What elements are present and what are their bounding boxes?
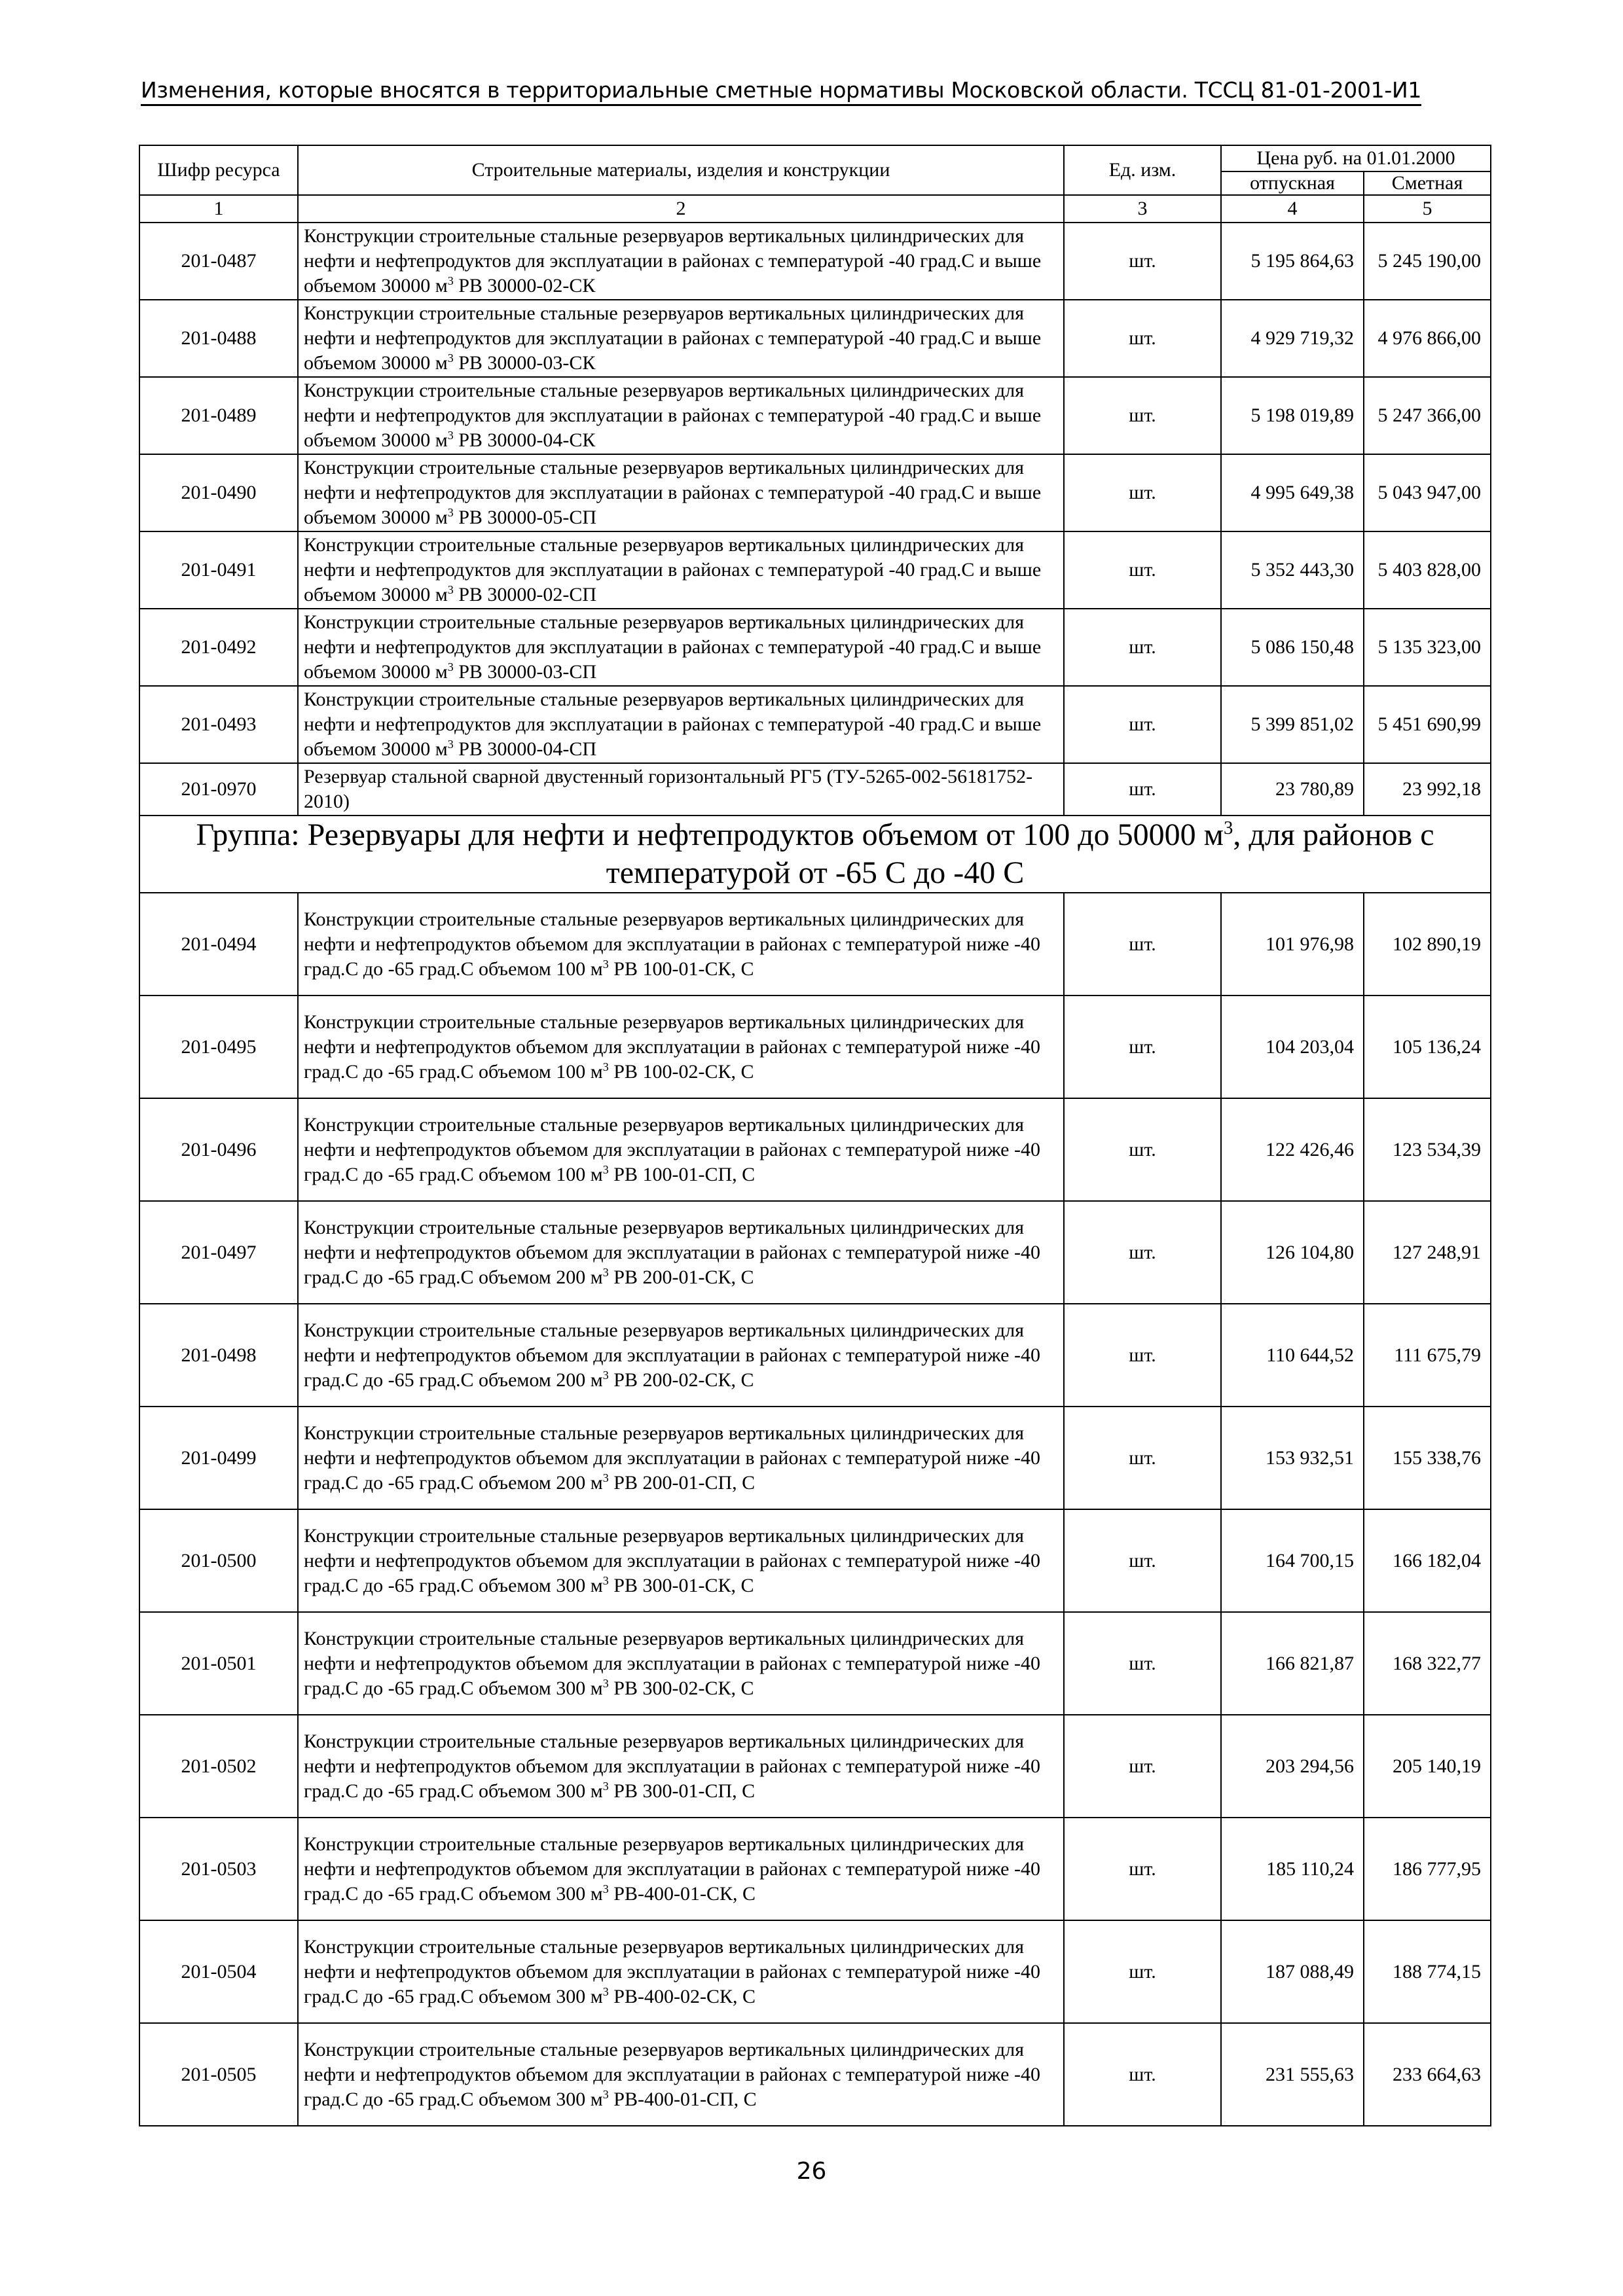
header-name: Строительные материалы, изделия и конструкции [298,145,1064,195]
price-release-cell: 185 110,24 [1221,1818,1364,1920]
column-number: 1 [139,195,298,223]
price-estimate-cell: 166 182,04 [1364,1509,1491,1612]
resource-name [298,1612,1064,1715]
resource-name-text: Конструкции строительные стальные резервуаров вертикальных цилиндрических для нефти и нефтепродуктов для эксплуатации в районах с температурой -40 град.С и выше объемом 30000 м [304,611,1042,683]
resource-code: 201-0487 [139,223,298,300]
resource-code: 201-0494 [139,893,298,996]
header-unit: Ед. изм. [1064,145,1221,195]
resource-code: 201-0499 [139,1407,298,1509]
price-release-cell: 166 821,87 [1221,1612,1364,1715]
column-number: 3 [1064,195,1221,223]
unit-exponent: 3 [602,1162,609,1176]
resource-name-text: Конструкции строительные стальные резервуаров вертикальных цилиндрических для нефти и нефтепродуктов для эксплуатации в районах с температурой -40 град.С и выше объемом 30000 м [304,457,1042,528]
price-release-cell: 122 426,46 [1221,1098,1364,1201]
header-price-release: отпускная [1221,171,1364,195]
price-release-cell: 231 555,63 [1221,2023,1364,2126]
resource-name-suffix: РВ 300-01-СП, С [608,1780,756,1802]
resource-name [298,893,1064,996]
price-estimate-cell: 188 774,15 [1364,1920,1491,2023]
group-heading-row [139,816,1491,893]
unit-cell: шт. [1064,1818,1221,1920]
resource-name-text: Конструкции строительные стальные резервуаров вертикальных цилиндрических для нефти и нефтепродуктов объемом для эксплуатации в районах с температурой ниже -40 град.С до -65 град.С объемом 100 м [304,1011,1040,1083]
page-header-title: Изменения, которые вносятся в территориальные сметные нормативы Московской области. ТССЦ 81-01-2001-И1 [141,77,1421,106]
table-row [139,1407,1491,1509]
resource-code: 201-0505 [139,2023,298,2126]
resource-name [298,377,1064,454]
column-number: 4 [1221,195,1364,223]
price-release-cell: 164 700,15 [1221,1509,1364,1612]
group-heading [139,816,1491,893]
table-row [139,531,1491,609]
unit-cell: шт. [1064,454,1221,531]
unit-exponent: 3 [602,957,609,971]
resource-name-suffix: РВ 100-01-СП, С [608,1163,756,1185]
resource-name-suffix: РВ-400-02-СК, С [608,1985,756,2007]
unit-exponent: 3 [602,1471,609,1484]
resource-name [298,1201,1064,1304]
table-row [139,893,1491,996]
resource-name-text: Конструкции строительные стальные резервуаров вертикальных цилиндрических для нефти и нефтепродуктов для эксплуатации в районах с температурой -40 град.С и выше объемом 30000 м [304,534,1042,605]
resource-code: 201-0970 [139,763,298,816]
resource-code: 201-0502 [139,1715,298,1818]
price-estimate-cell: 123 534,39 [1364,1098,1491,1201]
price-release-cell: 23 780,89 [1221,763,1364,816]
price-release-cell: 5 198 019,89 [1221,377,1364,454]
resource-name-text: Конструкции строительные стальные резервуаров вертикальных цилиндрических для нефти и нефтепродуктов для эксплуатации в районах с температурой -40 град.С и выше объемом 30000 м [304,689,1042,760]
price-estimate-cell: 111 675,79 [1364,1304,1491,1407]
resource-name-text: Конструкции строительные стальные резервуаров вертикальных цилиндрических для нефти и нефтепродуктов объемом для эксплуатации в районах с температурой ниже -40 град.С до -65 град.С объемом 100 м [304,908,1040,980]
unit-cell: шт. [1064,996,1221,1098]
resource-name [298,609,1064,686]
group-heading-text-end: , для районов с температурой от -65 С до -40 С [606,817,1434,890]
price-release-cell: 101 976,98 [1221,893,1364,996]
price-estimate-cell: 233 664,63 [1364,2023,1491,2126]
resource-code: 201-0500 [139,1509,298,1612]
resource-name [298,531,1064,609]
resource-name-suffix: РВ 30000-02-СК [453,275,596,296]
price-release-cell: 104 203,04 [1221,996,1364,1098]
resource-code: 201-0492 [139,609,298,686]
resource-name-suffix: РВ 100-01-СК, С [608,958,754,980]
unit-exponent: 3 [602,2087,609,2101]
unit-exponent: 3 [602,1368,609,1382]
table-row [139,1098,1491,1201]
price-estimate-cell: 23 992,18 [1364,763,1491,816]
price-estimate-cell: 5 135 323,00 [1364,609,1491,686]
resource-name-suffix: РВ 30000-04-СК [453,429,596,451]
resource-code: 201-0493 [139,686,298,763]
price-release-cell: 4 995 649,38 [1221,454,1364,531]
unit-exponent: 3 [602,1882,609,1895]
unit-exponent: 3 [447,660,454,673]
resource-code: 201-0498 [139,1304,298,1407]
table-row [139,1201,1491,1304]
column-number: 2 [298,195,1064,223]
unit-exponent: 3 [447,583,454,596]
price-estimate-cell: 127 248,91 [1364,1201,1491,1304]
price-estimate-cell: 5 451 690,99 [1364,686,1491,763]
unit-cell: шт. [1064,609,1221,686]
table-row [139,377,1491,454]
resource-name [298,996,1064,1098]
table-row [139,223,1491,300]
price-estimate-cell: 155 338,76 [1364,1407,1491,1509]
unit-cell: шт. [1064,1612,1221,1715]
page-number: 26 [796,2158,827,2185]
price-estimate-cell: 186 777,95 [1364,1818,1491,1920]
resource-name-text: Конструкции строительные стальные резервуаров вертикальных цилиндрических для нефти и нефтепродуктов объемом для эксплуатации в районах с температурой ниже -40 град.С до -65 град.С объемом 200 м [304,1422,1040,1494]
unit-cell: шт. [1064,893,1221,996]
group-heading-sup: 3 [1223,817,1233,838]
resource-name-text: Конструкции строительные стальные резервуаров вертикальных цилиндрических для нефти и нефтепродуктов объемом для эксплуатации в районах с температурой ниже -40 град.С до -65 град.С объемом 300 м [304,1730,1040,1802]
unit-cell: шт. [1064,300,1221,377]
unit-exponent: 3 [602,1060,609,1073]
resource-name [298,1304,1064,1407]
resource-name-suffix: РВ 200-01-СП, С [608,1471,756,1494]
unit-exponent: 3 [602,1265,609,1279]
unit-cell: шт. [1064,1920,1221,2023]
resource-name [298,1509,1064,1612]
price-estimate-cell: 4 976 866,00 [1364,300,1491,377]
resource-code: 201-0490 [139,454,298,531]
resource-code: 201-0501 [139,1612,298,1715]
resource-name [298,454,1064,531]
table-row [139,996,1491,1098]
header-code: Шифр ресурса [139,145,298,195]
unit-exponent: 3 [602,1779,609,1793]
page-header [141,77,1483,103]
table-row [139,2023,1491,2126]
resource-code: 201-0504 [139,1920,298,2023]
resource-name-suffix: РВ 30000-03-СК [453,352,596,374]
resource-name [298,1098,1064,1201]
unit-exponent: 3 [447,506,454,519]
header-price: Цена руб. на 01.01.2000 [1221,145,1491,171]
resource-code: 201-0488 [139,300,298,377]
table-row [139,300,1491,377]
price-release-cell: 126 104,80 [1221,1201,1364,1304]
group-heading-text: Группа: Резервуары для нефти и нефтепродуктов объемом от 100 до 50000 м [196,817,1224,852]
resource-name [298,1920,1064,2023]
resource-name-suffix: РВ 300-02-СК, С [608,1677,754,1699]
table-row [139,1715,1491,1818]
price-estimate-cell: 168 322,77 [1364,1612,1491,1715]
unit-cell: шт. [1064,1201,1221,1304]
unit-exponent: 3 [602,1984,609,1998]
unit-exponent: 3 [447,351,454,365]
table-row [139,1818,1491,1920]
resource-name-suffix: РВ 30000-04-СП [453,738,597,760]
table-row [139,686,1491,763]
resource-name-suffix: РВ 300-01-СК, С [608,1574,754,1596]
resource-name [298,1407,1064,1509]
table-row [139,763,1491,816]
column-number-row [139,195,1491,223]
unit-cell: шт. [1064,763,1221,816]
price-estimate-cell: 5 043 947,00 [1364,454,1491,531]
price-release-cell: 5 352 443,30 [1221,531,1364,609]
resource-code: 201-0503 [139,1818,298,1920]
table-row [139,1920,1491,2023]
resource-name-suffix: РВ 100-02-СК, С [608,1060,754,1083]
resource-name-text: Резервуар стальной сварной двустенный горизонтальный РГ5 (ТУ-5265-002-56181752-2010) [304,766,1033,812]
resource-name-suffix: РВ 30000-05-СП [453,507,597,528]
resource-name-suffix: РВ-400-01-СП, С [608,2088,757,2110]
resource-name-suffix: РВ 200-02-СК, С [608,1369,754,1391]
unit-cell: шт. [1064,686,1221,763]
resource-code: 201-0495 [139,996,298,1098]
resource-name-text: Конструкции строительные стальные резервуаров вертикальных цилиндрических для нефти и нефтепродуктов для эксплуатации в районах с температурой -40 град.С и выше объемом 30000 м [304,225,1042,296]
resource-name-text: Конструкции строительные стальные резервуаров вертикальных цилиндрических для нефти и нефтепродуктов объемом для эксплуатации в районах с температурой ниже -40 град.С до -65 град.С объемом 200 м [304,1319,1040,1391]
price-estimate-cell: 205 140,19 [1364,1715,1491,1818]
resource-name [298,1715,1064,1818]
resource-name [298,2023,1064,2126]
price-release-cell: 187 088,49 [1221,1920,1364,2023]
resource-code: 201-0491 [139,531,298,609]
table-body-section-a [139,223,1491,816]
resource-name-text: Конструкции строительные стальные резервуаров вертикальных цилиндрических для нефти и нефтепродуктов объемом для эксплуатации в районах с температурой ниже -40 град.С до -65 град.С объемом 200 м [304,1216,1040,1288]
unit-cell: шт. [1064,1407,1221,1509]
table-row [139,609,1491,686]
unit-exponent: 3 [447,738,454,751]
resource-code: 201-0489 [139,377,298,454]
resource-name-suffix: РВ 30000-03-СП [453,661,597,683]
unit-cell: шт. [1064,1715,1221,1818]
price-estimate-cell: 102 890,19 [1364,893,1491,996]
unit-exponent: 3 [602,1573,609,1587]
price-estimate-cell: 5 245 190,00 [1364,223,1491,300]
price-table [139,145,1491,2126]
table-row [139,1509,1491,1612]
price-release-cell: 110 644,52 [1221,1304,1364,1407]
resource-name-suffix: РВ 30000-02-СП [453,584,597,605]
unit-exponent: 3 [447,274,454,287]
price-release-cell: 4 929 719,32 [1221,300,1364,377]
resource-code: 201-0496 [139,1098,298,1201]
unit-cell: шт. [1064,223,1221,300]
price-estimate-cell: 105 136,24 [1364,996,1491,1098]
resource-name-text: Конструкции строительные стальные резервуаров вертикальных цилиндрических для нефти и нефтепродуктов объемом для эксплуатации в районах с температурой ниже -40 град.С до -65 град.С объемом 300 м [304,1833,1040,1905]
price-release-cell: 5 399 851,02 [1221,686,1364,763]
price-release-cell: 153 932,51 [1221,1407,1364,1509]
resource-name [298,223,1064,300]
unit-cell: шт. [1064,1509,1221,1612]
table-row [139,454,1491,531]
unit-cell: шт. [1064,1098,1221,1201]
group-section [139,816,1491,893]
header-price-estimate: Сметная [1364,171,1491,195]
resource-name-text: Конструкции строительные стальные резервуаров вертикальных цилиндрических для нефти и нефтепродуктов объемом для эксплуатации в районах с температурой ниже -40 град.С до -65 град.С объемом 100 м [304,1113,1040,1185]
resource-name-text: Конструкции строительные стальные резервуаров вертикальных цилиндрических для нефти и нефтепродуктов для эксплуатации в районах с температурой -40 град.С и выше объемом 30000 м [304,380,1042,451]
resource-name-suffix: РВ-400-01-СК, С [608,1882,756,1905]
resource-name [298,1818,1064,1920]
unit-cell: шт. [1064,2023,1221,2126]
resource-name-text: Конструкции строительные стальные резервуаров вертикальных цилиндрических для нефти и нефтепродуктов для эксплуатации в районах с температурой -40 град.С и выше объемом 30000 м [304,302,1042,374]
table-row [139,1612,1491,1715]
unit-cell: шт. [1064,377,1221,454]
resource-code: 201-0497 [139,1201,298,1304]
resource-name-suffix: РВ 200-01-СК, С [608,1266,754,1288]
resource-name-text: Конструкции строительные стальные резервуаров вертикальных цилиндрических для нефти и нефтепродуктов объемом для эксплуатации в районах с температурой ниже -40 град.С до -65 град.С объемом 300 м [304,1627,1040,1699]
price-release-cell: 203 294,56 [1221,1715,1364,1818]
resource-name [298,763,1064,816]
unit-exponent: 3 [447,429,454,442]
column-number: 5 [1364,195,1491,223]
table-body-section-b [139,893,1491,2126]
price-estimate-cell: 5 403 828,00 [1364,531,1491,609]
resource-name-text: Конструкции строительные стальные резервуаров вертикальных цилиндрических для нефти и нефтепродуктов объемом для эксплуатации в районах с температурой ниже -40 град.С до -65 град.С объемом 300 м [304,2038,1040,2110]
resource-name-text: Конструкции строительные стальные резервуаров вертикальных цилиндрических для нефти и нефтепродуктов объемом для эксплуатации в районах с температурой ниже -40 град.С до -65 град.С объемом 300 м [304,1524,1040,1596]
resource-name [298,686,1064,763]
unit-cell: шт. [1064,531,1221,609]
resource-name [298,300,1064,377]
unit-cell: шт. [1064,1304,1221,1407]
table-row [139,1304,1491,1407]
price-estimate-cell: 5 247 366,00 [1364,377,1491,454]
price-release-cell: 5 086 150,48 [1221,609,1364,686]
resource-name-text: Конструкции строительные стальные резервуаров вертикальных цилиндрических для нефти и нефтепродуктов объемом для эксплуатации в районах с температурой ниже -40 град.С до -65 град.С объемом 300 м [304,1935,1040,2007]
unit-exponent: 3 [602,1676,609,1690]
price-release-cell: 5 195 864,63 [1221,223,1364,300]
